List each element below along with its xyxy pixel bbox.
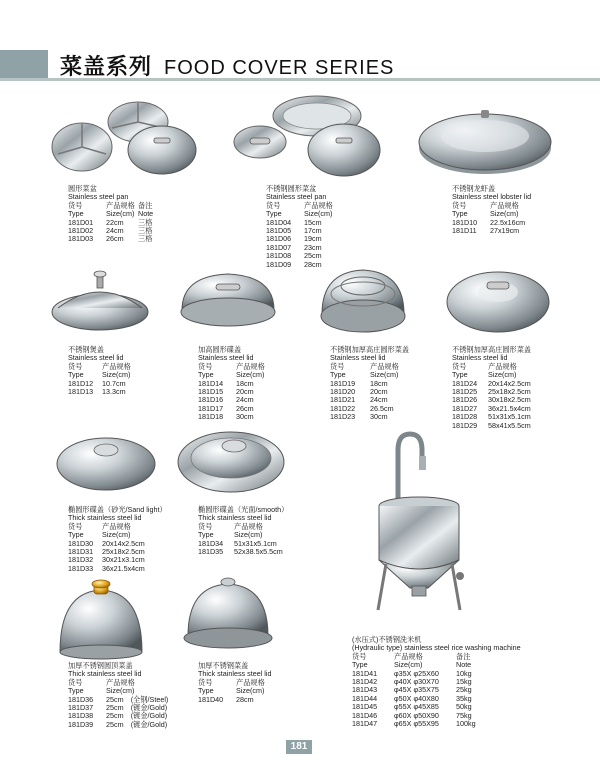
page-number: 181 (286, 740, 312, 754)
product-name-zh: 不锈钢煲盖 (68, 345, 104, 354)
col-header-zh: 备注 (138, 200, 153, 210)
col-header-en: Size(cm) (102, 370, 131, 380)
cell-note: 三格 (138, 234, 153, 244)
product-name-zh: 椭圆形碟盖（砂光/Sand light） (68, 505, 167, 514)
cell-type: 181D29 (452, 420, 478, 430)
cell-type: 181D04 (266, 217, 292, 227)
cell-size: 24cm (370, 395, 388, 405)
cell-type: 181D44 (352, 693, 378, 703)
cell-size: 28cm (304, 259, 322, 269)
cell-size: 52x38.5x5.5cm (234, 547, 283, 557)
table-row (198, 696, 272, 704)
cell-note: 三格 (138, 226, 153, 236)
col-header-en: Size(cm) (304, 209, 333, 219)
cell-size: 30cm (370, 412, 388, 422)
cell-type: 181D40 (198, 694, 224, 704)
product-name-zh: (水压式)不锈钢洗米机 (352, 635, 422, 644)
col-header-zh: 产品规格 (106, 677, 135, 687)
cell-type: 181D41 (352, 668, 378, 678)
col-header-en: Size(cm) (106, 209, 135, 219)
col-header-en: Note (138, 209, 154, 219)
cell-size: 13.3cm (102, 387, 126, 397)
col-header-zh: 货号 (198, 677, 213, 687)
product-name-en: Thick stainless steel lid (198, 513, 272, 523)
cell-note: 三格 (138, 217, 153, 227)
product-name-zh: 不锈钢龙虾盖 (452, 184, 496, 193)
cell-note: 10kg (456, 668, 472, 678)
cell-size: φ60X φ50X90 (394, 710, 439, 720)
product-name-en: Stainless steel lobster lid (452, 192, 532, 202)
col-header-en: Type (266, 209, 282, 219)
product-image-high-round-lid (178, 266, 278, 332)
table-row (198, 413, 265, 421)
cell-size: 25x18x2.5cm (488, 387, 531, 397)
product-name-zh: 椭圆形碟盖（光面/smooth） (198, 505, 289, 514)
cell-size: 23cm (304, 242, 322, 252)
col-header-zh: 产品规格 (106, 200, 135, 210)
cell-size: 20x14x2.5cm (488, 378, 531, 388)
cell-size: φ35X φ25X60 (394, 668, 439, 678)
cell-type: 181D26 (452, 395, 478, 405)
product-block (198, 346, 265, 422)
col-header-zh: 货号 (452, 361, 467, 371)
cell-size: 25cm (304, 251, 322, 261)
product-block (352, 636, 521, 728)
cell-type: 181D37 (68, 703, 94, 713)
cell-size: 20cm (236, 387, 254, 397)
table-row (266, 261, 333, 269)
col-header-en: Type (330, 370, 346, 380)
cell-type: 181D31 (68, 547, 94, 557)
col-header-zh: 货号 (68, 200, 83, 210)
product-image-oval-lid (445, 262, 551, 338)
col-header-zh: 产品规格 (102, 361, 131, 371)
col-header-zh: 产品规格 (370, 361, 399, 371)
cell-size: 25cm (镀金/Gold) (106, 719, 168, 729)
table-row (330, 413, 409, 421)
cell-size: 26cm (236, 403, 254, 413)
cell-size: 58x41x5.5cm (488, 420, 531, 430)
cell-type: 181D34 (198, 538, 224, 548)
product-block (198, 662, 272, 704)
cell-size: 27x19cm (490, 226, 520, 236)
cell-size: 17cm (304, 226, 322, 236)
page-title-en: FOOD COVER SERIES (164, 57, 395, 79)
cell-size: 24cm (236, 395, 254, 405)
cell-size: 30x18x2.5cm (488, 395, 531, 405)
cell-type: 181D42 (352, 677, 378, 687)
cell-size: φ55X φ45X85 (394, 702, 439, 712)
product-block (330, 346, 409, 422)
cell-size: 20cm (370, 387, 388, 397)
cell-type: 181D25 (452, 387, 478, 397)
cell-note: 100kg (456, 719, 476, 729)
cell-type: 181D12 (68, 378, 94, 388)
cell-type: 181D28 (452, 412, 478, 422)
col-header-en: Type (198, 686, 214, 696)
cell-size: 25cm (镀金/Gold) (106, 711, 168, 721)
col-header-en: Size(cm) (488, 370, 517, 380)
col-header-en: Type (452, 209, 468, 219)
cell-size: 26.5cm (370, 403, 394, 413)
product-image-bell-lid (182, 574, 274, 652)
product-name-en: Thick stainless steel lid (68, 513, 142, 523)
product-block (68, 506, 167, 573)
col-header-zh: 货号 (68, 361, 83, 371)
product-image-thick-high-lid (318, 264, 408, 339)
cell-size: 22cm (106, 217, 124, 227)
cell-size: 28cm (236, 694, 254, 704)
product-block (452, 185, 531, 235)
col-header-en: Type (68, 209, 84, 219)
header-accent-band (0, 50, 48, 78)
col-header-zh: 产品规格 (236, 677, 265, 687)
cell-type: 181D38 (68, 711, 94, 721)
col-header-en: Size(cm) (236, 370, 265, 380)
cell-size: 15cm (304, 217, 322, 227)
cell-type: 181D46 (352, 710, 378, 720)
cell-size: 26cm (106, 234, 124, 244)
col-header-en: Type (452, 370, 468, 380)
col-header-zh: 产品规格 (234, 521, 263, 531)
col-header-zh: 货号 (352, 651, 367, 661)
product-image-lobster-lid (415, 96, 555, 178)
product-name-en: (Hydraulic type) stainless steel rice washing machine (352, 643, 521, 653)
cell-size: 30x21x3.1cm (102, 555, 145, 565)
cell-type: 181D18 (198, 412, 224, 422)
col-header-zh: 产品规格 (490, 200, 519, 210)
table-row (68, 388, 131, 396)
cell-type: 181D47 (352, 719, 378, 729)
cell-type: 181D45 (352, 702, 378, 712)
product-name-en: Stainless steel lid (198, 353, 254, 363)
product-block (68, 662, 168, 729)
cell-size: 25x18x2.5cm (102, 547, 145, 557)
cell-size: φ50X φ40X80 (394, 693, 439, 703)
table-row (68, 721, 168, 729)
cell-size: 25cm (镀金/Gold) (106, 703, 168, 713)
cell-type: 181D35 (198, 547, 224, 557)
cell-type: 181D05 (266, 226, 292, 236)
cell-type: 181D20 (330, 387, 356, 397)
col-header-zh: 货号 (330, 361, 345, 371)
cell-type: 181D23 (330, 412, 356, 422)
cell-size: 36x21.5x4cm (488, 403, 531, 413)
cell-type: 181D22 (330, 403, 356, 413)
cell-type: 181D16 (198, 395, 224, 405)
product-name-en: Thick stainless steel lid (68, 669, 142, 679)
product-name-zh: 加高圆形碟盖 (198, 345, 242, 354)
cell-type: 181D19 (330, 378, 356, 388)
col-header-en: Type (68, 370, 84, 380)
cell-size: 20x14x2.5cm (102, 538, 145, 548)
product-name-en: Stainless steel pan (68, 192, 129, 202)
col-header-en: Type (352, 660, 368, 670)
cell-type: 181D11 (452, 226, 477, 236)
col-header-en: Size(cm) (370, 370, 399, 380)
cell-type: 181D09 (266, 259, 292, 269)
table-row (68, 235, 153, 243)
col-header-zh: 产品规格 (488, 361, 517, 371)
product-name-en: Stainless steel lid (330, 353, 386, 363)
product-image-rice-washing-machine (364, 428, 474, 614)
product-image-compartment-pans (50, 92, 200, 182)
col-header-zh: 产品规格 (102, 521, 131, 531)
cell-type: 181D03 (68, 234, 94, 244)
cell-size: 51x31x5.1cm (488, 412, 531, 422)
product-name-zh: 加厚不锈钢菜盖 (198, 661, 249, 670)
product-name-zh: 加厚不锈钢圆顶菜盖 (68, 661, 133, 670)
col-header-zh: 货号 (68, 677, 83, 687)
cell-size: 18cm (370, 378, 388, 388)
col-header-en: Note (456, 660, 472, 670)
page-title-zh: 菜盖系列 (60, 55, 153, 80)
cell-type: 181D08 (266, 251, 292, 261)
col-header-en: Type (68, 530, 84, 540)
cell-type: 181D17 (198, 403, 224, 413)
cell-size: 18cm (236, 378, 254, 388)
col-header-zh: 货号 (266, 200, 281, 210)
col-header-zh: 备注 (456, 651, 471, 661)
cell-type: 181D39 (68, 719, 94, 729)
cell-size: 24cm (106, 226, 124, 236)
cell-note: 50kg (456, 702, 472, 712)
cell-type: 181D07 (266, 242, 292, 252)
product-block (68, 185, 153, 244)
col-header-en: Size(cm) (394, 660, 423, 670)
table-row (198, 548, 288, 556)
col-header-en: Type (198, 370, 214, 380)
product-name-zh: 不锈钢加厚高庄圆形菜盖 (452, 345, 532, 354)
table-row (352, 720, 521, 728)
product-block (68, 346, 131, 396)
col-header-en: Size(cm) (234, 530, 263, 540)
cell-size: 19cm (304, 234, 322, 244)
cell-note: 15kg (456, 677, 472, 687)
col-header-zh: 产品规格 (394, 651, 423, 661)
cell-size: 22.5x16cm (490, 217, 526, 227)
cell-type: 181D30 (68, 538, 94, 548)
product-name-en: Thick stainless steel lid (198, 669, 272, 679)
cell-note: 25kg (456, 685, 472, 695)
cell-size: 10.7cm (102, 378, 126, 388)
cell-size: 36x21.5x4cm (102, 563, 145, 573)
cell-size: φ40X φ30X70 (394, 677, 439, 687)
page-title (60, 50, 394, 81)
table-row (452, 422, 531, 430)
cell-type: 181D13 (68, 387, 94, 397)
cell-type: 181D32 (68, 555, 94, 565)
col-header-zh: 产品规格 (236, 361, 265, 371)
cell-type: 181D43 (352, 685, 378, 695)
cell-note: 75kg (456, 710, 472, 720)
cell-type: 181D14 (198, 378, 224, 388)
product-name-en: Stainless steel pan (266, 192, 327, 202)
product-name-zh: 圆形菜盆 (68, 184, 97, 193)
cell-type: 181D36 (68, 694, 94, 704)
col-header-zh: 货号 (68, 521, 83, 531)
product-name-zh: 不锈钢加厚高庄圆形菜盖 (330, 345, 410, 354)
product-block (452, 346, 531, 430)
col-header-zh: 货号 (452, 200, 467, 210)
cell-type: 181D21 (330, 395, 356, 405)
product-name-en: Stainless steel lid (452, 353, 508, 363)
col-header-en: Size(cm) (236, 686, 265, 696)
product-image-oval-sand-lid (55, 428, 157, 498)
product-block (198, 506, 288, 556)
product-name-en: Stainless steel lid (68, 353, 124, 363)
cell-type: 181D10 (452, 217, 478, 227)
cell-type: 181D15 (198, 387, 224, 397)
cell-size: 51x31x5.1cm (234, 538, 277, 548)
product-block (266, 185, 333, 269)
table-row (452, 227, 531, 235)
col-header-en: Type (198, 530, 214, 540)
cell-type: 181D27 (452, 403, 478, 413)
product-name-zh: 不锈钢圆形菜盆 (266, 184, 317, 193)
col-header-en: Size(cm) (490, 209, 519, 219)
product-image-oval-smooth-lid (176, 424, 286, 498)
cell-type: 181D01 (68, 217, 94, 227)
cell-type: 181D02 (68, 226, 94, 236)
product-image-small-lid (50, 266, 150, 341)
col-header-zh: 货号 (198, 361, 213, 371)
product-image-gold-knob-dome (56, 572, 146, 662)
col-header-en: Size(cm) (102, 530, 131, 540)
col-header-en: Size(cm) (106, 686, 135, 696)
cell-size: 25cm (全钢/Steel) (106, 694, 169, 704)
col-header-zh: 货号 (198, 521, 213, 531)
table-row (68, 565, 167, 573)
col-header-zh: 产品规格 (304, 200, 333, 210)
product-image-round-pans (232, 92, 382, 182)
cell-size: φ65X φ55X95 (394, 719, 439, 729)
cell-type: 181D06 (266, 234, 292, 244)
cell-type: 181D24 (452, 378, 478, 388)
cell-note: 35kg (456, 693, 472, 703)
cell-size: φ45X φ35X75 (394, 685, 439, 695)
col-header-en: Type (68, 686, 84, 696)
cell-size: 30cm (236, 412, 254, 422)
cell-type: 181D33 (68, 563, 94, 573)
